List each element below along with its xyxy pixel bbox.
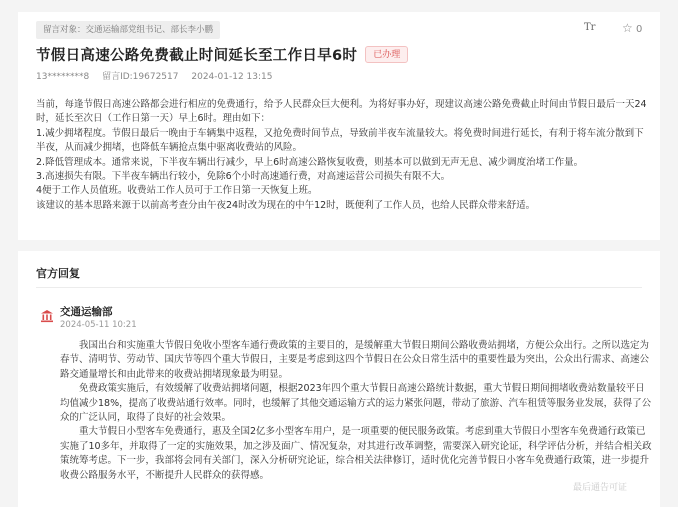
- favorite-button[interactable]: [622, 21, 642, 35]
- message-time: 2024-01-12 13:15: [191, 72, 273, 82]
- message-paragraph: 2.降低管理成本。通常来说，下半夜车辆出行减少，早上6时高速公路恢复收费，则基本可以做到无声无息、减少调度治堵工作量。: [36, 156, 584, 168]
- message-target-tag: 留言对象：交通运输部党组书记、部长李小鹏: [36, 21, 220, 39]
- message-paragraph: 该建议的基本思路来源于以前高考查分由午夜24时改为现在的中午12时，既便利了工作人员，也给人民群众带来舒适。: [36, 199, 536, 211]
- divider: [36, 287, 642, 288]
- message-paragraph: 当前，每逢节假日高速公路都会进行相应的免费通行，给予人民群众巨大便利。为将好事办好，现建议高速公路免费截止时间由节假日最后一天24时，延长至次日（工作日第一天）早上6时。理由如下：: [36, 99, 647, 125]
- star-count: 0: [635, 24, 643, 35]
- message-card: [18, 12, 660, 240]
- font-size-button[interactable]: Tr: [584, 22, 596, 33]
- status-badge: 已办理: [365, 46, 408, 63]
- message-body: [36, 98, 648, 213]
- message-id: 留言ID:19672517: [102, 72, 179, 82]
- government-building-icon: [40, 309, 54, 323]
- message-title: 节假日高速公路免费截止时间延长至工作日早6时: [36, 48, 358, 64]
- reply-paragraph: 免费政策实施后，有效缓解了收费站拥堵问题，根据2023年四个重大节假日高速公路统计数据，重大节假日期间拥堵收费站数量较平日均值减少18%，提高了收费站通行效率。同时，也缓解了其他交通运输方式的运力紧张问题，带动了旅游、汽车租赁等服务业发展，获得了公众的广泛认同，取得了良好的社会效果。: [60, 383, 652, 424]
- reply-body: [60, 339, 652, 483]
- message-paragraph: 4便于工作人员值班。收费站工作人员可于工作日第一天恢复上班。: [36, 185, 318, 197]
- reply-time: 2024-05-11 10:21: [60, 320, 137, 330]
- reply-paragraph: 我国出台和实施重大节假日免收小型客车通行费政策的主要目的，是缓解重大节假日期间公路收费站拥堵，方便公众出行。之所以选定为春节、清明节、劳动节、国庆节等四个重大节假日，主要是考虑到这四个节假日在公众日常生活中的重要性最为突出，公众出行需求、高速公路交通量增长和由此带来的收费站拥堵现象最为明显。: [60, 340, 650, 380]
- reply-card: [18, 251, 660, 507]
- watermark: 最后通告可证: [573, 483, 628, 493]
- message-user: 13********8: [36, 72, 90, 82]
- star-icon: ☆: [622, 21, 633, 35]
- message-meta: [36, 69, 282, 82]
- message-paragraph: 1.减少拥堵程度。节假日最后一晚由于车辆集中返程，又抢免费时间节点，导致前半夜车流量较大。将免费时间进行延长，有利于将车流分散到下半夜，从而减少拥堵，也降低车辆抢点集中驱离收费站的风险。: [36, 127, 644, 154]
- title-row: [36, 44, 408, 65]
- reply-heading: 官方回复: [36, 267, 80, 280]
- department-name: 交通运输部: [60, 306, 113, 318]
- reply-paragraph: 重大节假日小型客车免费通行，惠及全国2亿多小型客车用户，是一项重要的便民服务政策。考虑到重大节假日小型客车免费通行政策已实施了10多年，并取得了一定的实施效果，加之涉及面广、情况复杂，对其进行改革调整，需要深入研究论证，科学评估分析，并结合相关政策统筹考虑。下一步，我部将会同有关部门，深入分析研究论证，综合相关法律修订，适时优化完善节假日小客车免费通行政策，进一步提升收费公路服务水平，不断提升人民群众的获得感。: [60, 426, 652, 481]
- message-paragraph: 3.高速损失有限。下半夜车辆出行较小，免除6个小时高速通行费，对高速运营公司损失有限不大。: [36, 171, 451, 183]
